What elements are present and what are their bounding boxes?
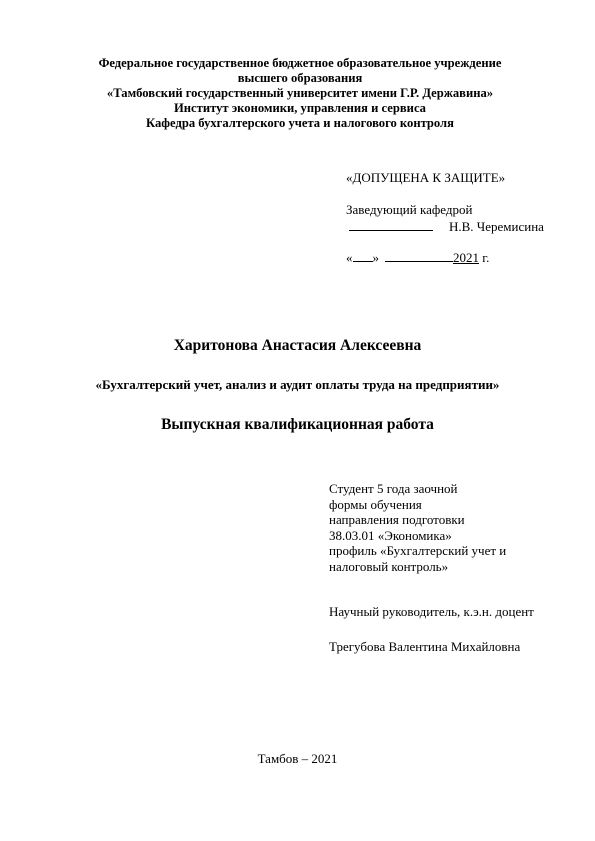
header-line-3: «Тамбовский государственный университет имени Г.Р. Державина»: [106, 86, 494, 100]
header-line-1: Федеральное государственное бюджетное образовательное учреждение: [98, 56, 502, 70]
student-line-3: направления подготовки: [329, 512, 465, 527]
student-line-2: формы обучения: [329, 496, 422, 512]
date-year-suffix: г.: [479, 250, 490, 265]
approval-stamp: «ДОПУЩЕНА К ЗАЩИТЕ»: [346, 170, 506, 185]
city-year-footer: Тамбов – 2021: [257, 751, 338, 766]
student-line-4: 38.03.01 «Экономика»: [329, 527, 452, 543]
student-info: [329, 481, 506, 574]
approval-block: [346, 170, 544, 266]
month-blank: [385, 249, 453, 262]
date-year: 2021: [453, 250, 479, 265]
header-line-2: высшего образования: [237, 71, 363, 85]
author-name: Харитонова Анастасия Алексеевна: [173, 337, 422, 354]
supervisor-title: Научный руководитель, к.э.н. доцент: [329, 604, 534, 619]
thesis-topic: «Бухгалтерский учет, анализ и аудит оплаты труда на предприятии»: [95, 377, 500, 392]
date-quote-close: »: [372, 250, 379, 265]
head-position: Заведующий кафедрой: [346, 202, 473, 217]
header-line-4: Институт экономики, управления и сервиса: [174, 101, 426, 115]
student-line-1: Студент 5 года заочной: [329, 481, 458, 496]
head-name: Н.В. Черемисина: [449, 219, 544, 234]
supervisor-name: Трегубова Валентина Михайловна: [329, 639, 521, 654]
work-type: Выпускная квалификационная работа: [161, 416, 434, 433]
institution-header: [40, 56, 560, 131]
student-line-5: профиль «Бухгалтерский учет и: [329, 543, 507, 558]
signature-line: [349, 218, 433, 231]
student-line-6: налоговый контроль»: [329, 558, 449, 574]
day-blank: [353, 249, 373, 262]
header-line-5: Кафедра бухгалтерского учета и налогового контроля: [146, 116, 454, 130]
signature-row: [346, 218, 544, 235]
date-row: [346, 249, 544, 266]
date-quote-open: «: [346, 250, 353, 265]
